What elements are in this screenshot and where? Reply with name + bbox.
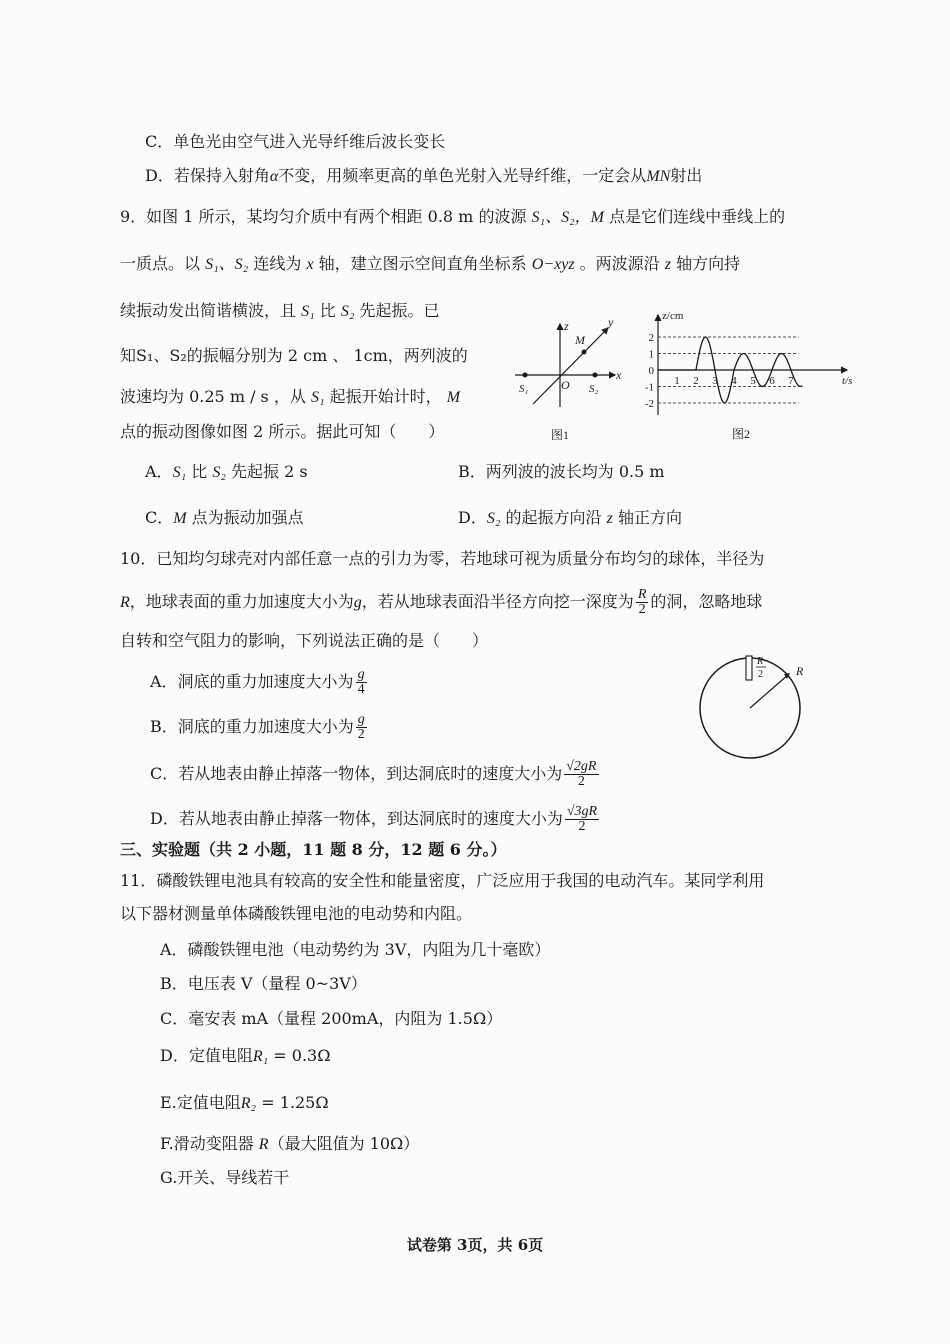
q9-option-b	[458, 461, 665, 483]
q10-optb-fraction	[356, 713, 367, 742]
q10-option-d	[150, 805, 601, 834]
half-r-den: 2	[758, 669, 763, 680]
q11-itemd-r: R₁	[252, 1048, 269, 1065]
q11-item-b: B．电压表 V（量程 0~3V）	[160, 974, 367, 993]
q9-l4-sep: 、	[332, 346, 349, 365]
q9-optc-pre: C．	[145, 508, 174, 527]
q11-iteme-val: = 1.25Ω	[261, 1093, 329, 1112]
q10-optd-fraction	[565, 805, 599, 834]
q10-optd-text: D．若从地表由静止掉落一物体，到达洞底时的速度大小为	[150, 809, 563, 828]
q10-depth-num: R	[637, 587, 647, 602]
fig2-ytick-label: 1	[648, 348, 654, 361]
q9-l5-s1: S₁	[310, 389, 325, 406]
q10-depth-den: 2	[638, 602, 646, 617]
q10-option-a	[150, 668, 369, 697]
figure-1-coordinate-diagram	[505, 312, 630, 442]
q11-item-c: C．毫安表 mA（量程 200mA，内阻为 1.5Ω）	[160, 1009, 503, 1028]
q11-line-2: 以下器材测量单体磷酸铁锂电池的电动势和内阻。	[120, 904, 473, 923]
q11-itemd-pre: D．定值电阻	[160, 1046, 253, 1065]
q10-optd-num: √3gR	[566, 804, 598, 819]
q9-optb-pre: B．两列波的波长均为	[458, 462, 614, 481]
q9-l5-b: ，从	[273, 387, 306, 406]
q10-l2-b: ，若从地球表面沿半径方向挖一深度为	[361, 592, 634, 611]
fig1-m-label: M	[575, 333, 585, 347]
q9-line-6: 点的振动图像如图 2 所示。据此可知（ ）	[120, 422, 445, 441]
q9-optd-z: z	[606, 510, 613, 527]
q9-l1-c: 点是它们连线中垂线上的	[609, 207, 786, 226]
figure-2-vibration-graph	[632, 305, 862, 445]
q11-line-1: 11．磷酸铁锂电池具有较高的安全性和能量密度，广泛应用于我国的电动汽车。某同学利用	[120, 871, 765, 890]
fig1-m-dot	[582, 350, 587, 355]
fig1-s2-dot	[593, 373, 598, 378]
q9-opta-t: 2 s	[284, 462, 308, 481]
q9-optd-post: 轴正方向	[617, 508, 682, 527]
q10-opta-num: g	[357, 667, 365, 682]
fig2-ytick-label: -1	[644, 381, 654, 394]
q8-optd-mn: MN	[646, 168, 671, 185]
q9-optc-m: M	[173, 510, 187, 527]
q10-optc-fraction	[564, 760, 598, 789]
q9-l2-o: O−xyz	[531, 256, 575, 273]
q9-option-d	[458, 507, 682, 530]
q8-optd-mid: 不变，用频率更高的单色光射入光导纤维，一定会从	[278, 166, 647, 185]
fig1-s2-label: S₂	[589, 383, 599, 395]
q9-l5-a: 波速均为	[120, 387, 185, 406]
q10-optb-text: B．洞底的重力加速度大小为	[150, 717, 354, 736]
fig2-xtick-label: 1	[674, 375, 680, 387]
fig2-ytick-label: 0	[648, 365, 654, 377]
q9-l4-b: ，两列波的	[387, 346, 468, 365]
q9-l4-a: 知S₁、S₂的振幅分别为	[120, 346, 283, 365]
q10-optb-num: g	[357, 712, 365, 727]
q10-l2-a: ，地球表面的重力加速度大小为	[129, 592, 354, 611]
section-3-title: 三、实验题（共 2 小题，11 题 8 分，12 题 6 分。）	[120, 840, 507, 859]
fig2-xtick-label: 3	[712, 375, 718, 387]
q11-item-e	[160, 1092, 329, 1115]
q9-l3-c: 先起振。已	[359, 301, 440, 320]
q9-l2-d: 。两波源沿	[579, 254, 660, 273]
q9-optd-mid: 的起振方向沿	[505, 508, 602, 527]
q9-l2-e: 轴方向持	[676, 254, 741, 273]
fig2-ytick-label: 2	[648, 332, 654, 344]
q10-optc-text: C．若从地表由静止掉落一物体，到达洞底时的速度大小为	[150, 764, 563, 783]
q10-depth-fraction	[636, 588, 649, 617]
q9-l1-b: 的波源	[478, 207, 527, 226]
q9-l2-b: 连线为	[253, 254, 302, 273]
q10-l2-c: 的洞，忽略地球	[650, 592, 763, 611]
fig2-xtick-label: 6	[769, 375, 775, 387]
q9-amp-1: 2 cm	[287, 346, 328, 365]
q9-option-c	[145, 507, 304, 530]
q8-optd-alpha: α	[269, 168, 279, 185]
fig2-ylabel: z/cm	[662, 310, 684, 322]
q9-distance: 0.8 m	[427, 207, 474, 226]
q11-item-g: G.开关、导线若干	[160, 1168, 290, 1187]
page-footer: 试卷第 3页，共 6页	[406, 1236, 544, 1254]
q9-opta-mid: 比	[191, 462, 208, 481]
q9-l2-s: S₁、S₂	[205, 256, 249, 273]
q10-opta-den: 4	[357, 682, 365, 697]
q11-item-a: A．磷酸铁锂电池（电动势约为 3V，内阻为几十毫欧）	[160, 940, 551, 959]
q8-optd-post: 射出	[670, 166, 703, 185]
q11-itemf-pre: F.滑动变阻器	[160, 1134, 254, 1153]
q10-g: g	[353, 594, 362, 611]
fig2-xtick-label: 5	[750, 375, 756, 387]
fig2-xlabel: t/s	[842, 375, 853, 387]
q11-item-d	[160, 1045, 330, 1068]
radius-label: R	[796, 664, 804, 678]
q9-opta-post: 先起振	[230, 462, 279, 481]
q9-optd-s2: S₂	[486, 510, 501, 527]
q10-opta-fraction	[356, 668, 367, 697]
q11-iteme-r: R₂	[240, 1095, 257, 1112]
radius-line	[750, 674, 789, 708]
q9-l2-c: 轴，建立图示空间直角坐标系	[318, 254, 527, 273]
q9-line-2	[120, 253, 740, 276]
q10-line-3: 自转和空气阻力的影响，下列说法正确的是（ ）	[120, 631, 489, 650]
q9-l5-m: M	[446, 389, 461, 406]
q11-itemf-r: R	[258, 1136, 269, 1153]
fig2-xtick-label: 2	[693, 375, 699, 387]
q9-optd-pre: D．	[458, 508, 487, 527]
q9-l2-z: z	[664, 256, 671, 273]
fig2-caption: 图2	[732, 427, 751, 441]
q11-item-f	[160, 1133, 419, 1156]
q11-iteme-pre: E.定值电阻	[160, 1093, 241, 1112]
q9-l2-x: x	[306, 256, 314, 273]
q9-optc-post: 点为振动加强点	[191, 508, 304, 527]
q10-line-2	[120, 588, 762, 617]
q9-line-5	[120, 386, 460, 409]
q9-optb-val: 0.5 m	[618, 462, 665, 481]
q10-option-c	[150, 760, 601, 789]
fig2-ytick-label: -2	[644, 398, 654, 410]
fig1-y-label: y	[608, 315, 614, 329]
q9-option-a	[145, 461, 308, 484]
fig1-s1-dot	[523, 373, 528, 378]
q9-l3-s1: S₁	[301, 303, 315, 320]
q10-optb-den: 2	[357, 727, 365, 742]
q9-l3-s2: S₂	[340, 303, 355, 320]
q11-itemd-val: = 0.3Ω	[273, 1046, 331, 1065]
q10-option-b	[150, 713, 369, 742]
q10-optd-den: 2	[578, 819, 586, 834]
q9-sources: S₁、S₂，M	[531, 209, 605, 226]
q10-optc-num: √2gR	[566, 759, 597, 774]
q9-l5-c: 起振开始计时，	[329, 387, 442, 406]
fig1-z-label: z	[564, 319, 569, 333]
fig2-xtick-label: 4	[731, 375, 737, 387]
q9-l2-a: 一质点。以	[120, 254, 201, 273]
q9-l3-a: 续振动发出简谐横波，且	[120, 301, 297, 320]
q10-opta-text: A．洞底的重力加速度大小为	[150, 672, 354, 691]
q9-opta-s1: S₁	[172, 464, 187, 481]
q9-amp-2: 1cm	[353, 346, 388, 365]
fig1-s1-label: S₁	[519, 383, 529, 395]
q9-l3-b: 比	[319, 301, 336, 320]
q10-r: R	[120, 594, 130, 611]
q9-line-1	[120, 206, 785, 229]
q10-earth-diagram	[698, 648, 813, 763]
q11-itemf-post: （最大阻值为 10Ω）	[268, 1134, 420, 1153]
q8-option-c: C．单色光由空气进入光导纤维后波长变长	[145, 132, 446, 151]
q10-line-1: 10．已知均匀球壳对内部任意一点的引力为零，若地球可视为质量分布均匀的球体，半径为	[120, 549, 765, 568]
fig1-x-label: x	[616, 368, 622, 382]
fig1-o-label: O	[561, 378, 570, 392]
hole-shape	[746, 656, 752, 680]
q10-optc-den: 2	[577, 774, 585, 789]
q9-line-4	[120, 345, 468, 367]
half-r-num: R	[757, 656, 764, 667]
q9-line-3	[120, 300, 440, 323]
fig2-xtick-label: 7	[788, 375, 794, 387]
q9-speed: 0.25 m / s	[189, 387, 269, 406]
q8-option-d	[145, 165, 702, 188]
q9-l1-a: 9．如图 1 所示，某均匀介质中有两个相距	[120, 207, 423, 226]
q9-opta-pre: A．	[145, 462, 173, 481]
fig1-caption: 图1	[551, 428, 570, 442]
q8-optd-pre: D．若保持入射角	[145, 166, 270, 185]
q9-opta-s2: S₂	[212, 464, 226, 481]
